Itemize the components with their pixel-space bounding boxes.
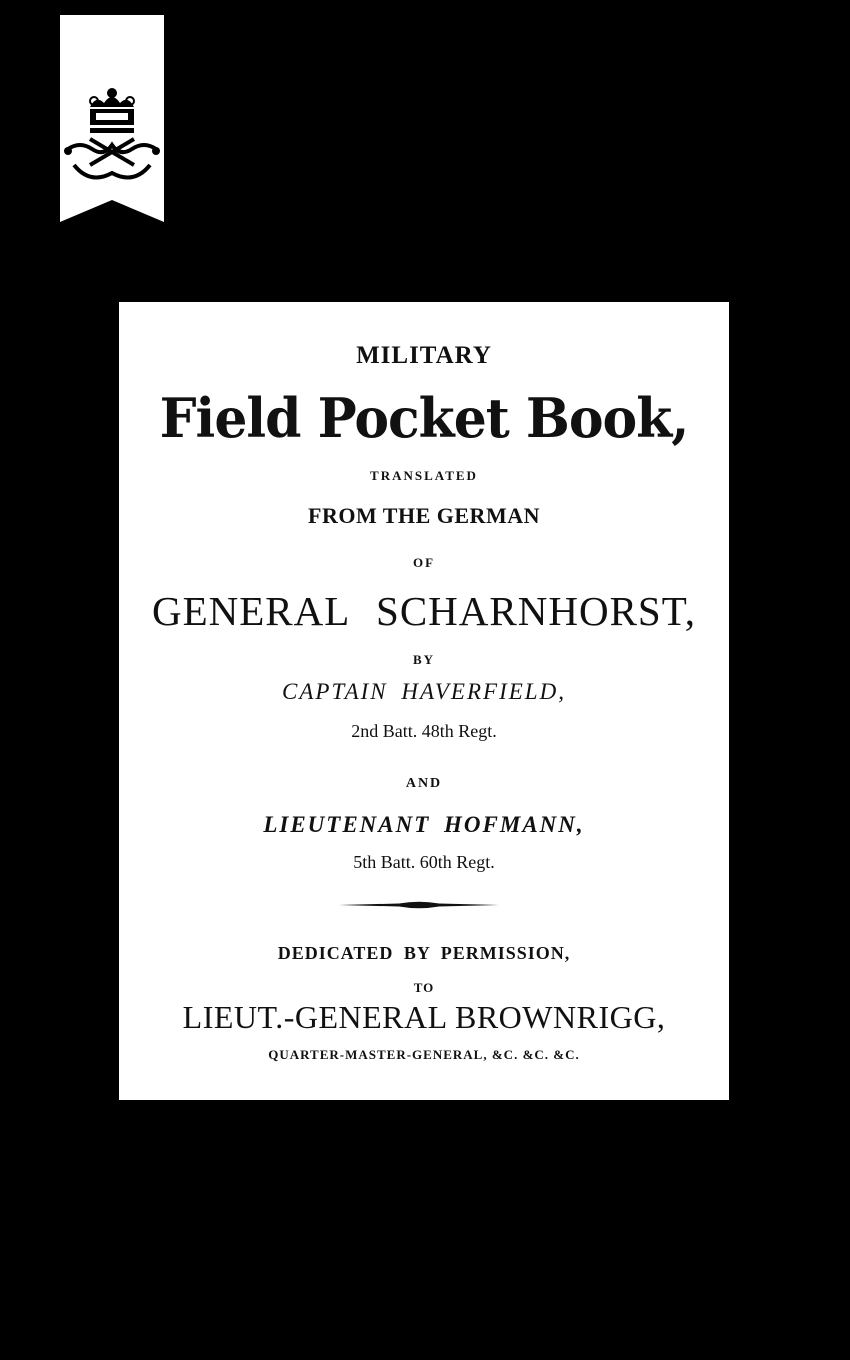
of-label: OF: [412, 555, 436, 570]
title-line-military: MILITARY: [356, 342, 492, 369]
regiment-line-48th: 2nd Batt. 48th Regt.: [351, 721, 497, 741]
title-field-pocket-book: Field Pocket Book,: [159, 386, 689, 451]
translator-captain-haverfield: CAPTAIN HAVERFIELD,: [282, 679, 566, 704]
to-label: TO: [413, 980, 435, 995]
publisher-ribbon-logo: [60, 15, 164, 222]
translated-label: TRANSLATED: [370, 468, 478, 483]
and-label: AND: [405, 776, 443, 791]
regiment-line-60th: 5th Batt. 60th Regt.: [353, 852, 495, 872]
dedication-line: DEDICATED BY PERMISSION,: [277, 943, 571, 963]
crown-ribbon-emblem-icon: [60, 15, 164, 222]
dedicatee-brownrigg: LIEUT.-GENERAL BROWNRIGG,: [182, 999, 666, 1035]
by-label: BY: [412, 652, 436, 667]
author-general-scharnhorst: GENERAL SCHARNHORST,: [152, 588, 696, 634]
from-the-german-line: FROM THE GERMAN: [308, 503, 540, 528]
dedicatee-title-line: QUARTER-MASTER-GENERAL, &C. &C. &C.: [268, 1047, 580, 1062]
ornamental-rule: [339, 899, 499, 911]
title-page: [119, 302, 729, 1100]
translator-lieutenant-hofmann: LIEUTENANT HOFMANN,: [263, 812, 585, 837]
